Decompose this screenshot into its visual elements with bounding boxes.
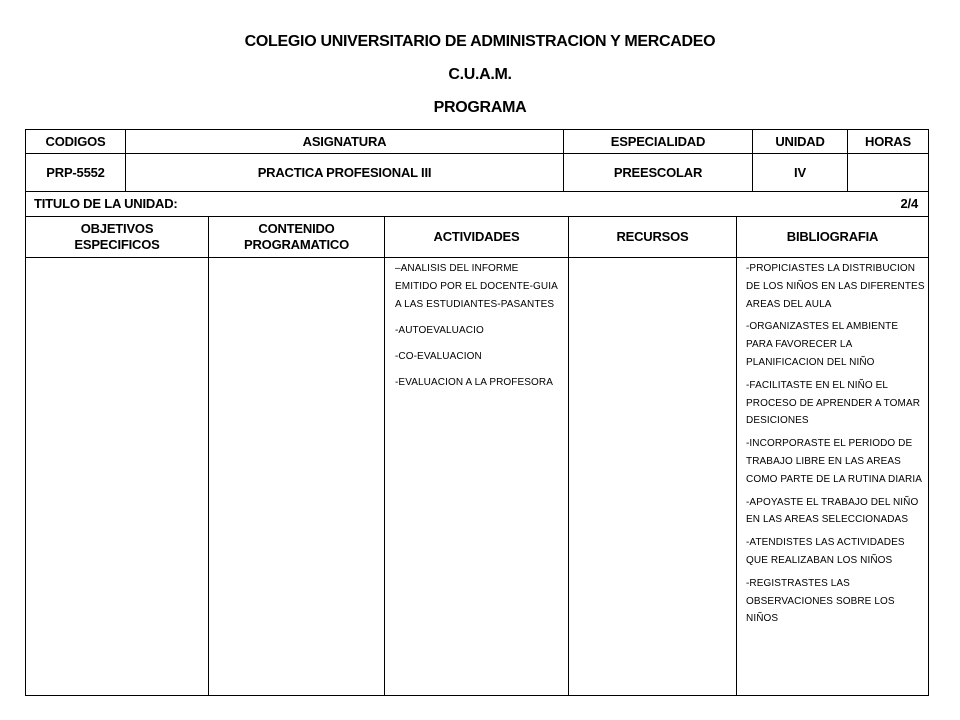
value-especialidad: PREESCOLAR — [613, 164, 703, 180]
institution-title: COLEGIO UNIVERSITARIO DE ADMINISTRACION Y MERCADEO — [244, 33, 716, 50]
value-codigo: PRP-5552 — [46, 164, 105, 180]
list-item: -APOYASTE EL TRABAJO DEL NIÑO EN LAS AREAS SELECCIONADAS — [746, 496, 919, 526]
column-actividades: ACTIVIDADES — [433, 229, 520, 244]
value-unidad: IV — [794, 164, 806, 180]
list-item: -ORGANIZASTES EL AMBIENTE PARA FAVORECER LA PLANIFICACION DEL NIÑO — [746, 321, 899, 368]
column-contenido: CONTENIDO PROGRAMATICO — [244, 221, 349, 252]
header-asignatura: ASIGNATURA — [302, 133, 387, 149]
list-item: -EVALUACION A LA PROFESORA — [395, 377, 554, 388]
table-divider — [384, 216, 385, 696]
document-type-title: PROGRAMA — [433, 99, 527, 116]
list-item: -AUTOEVALUACIO — [395, 325, 484, 336]
list-item: -PROPICIASTES LA DISTRIBUCION DE LOS NIÑOS EN LAS DIFERENTES AREAS DEL AULA — [746, 263, 925, 310]
actividades-list — [395, 260, 563, 400]
list-item: –ANALISIS DEL INFORME EMITIDO POR EL DOCENTE-GUIA A LAS ESTUDIANTES-PASANTES — [395, 263, 558, 310]
table-divider — [25, 257, 929, 258]
value-asignatura: PRACTICA PROFESIONAL III — [257, 164, 432, 180]
page-number: 2/4 — [900, 196, 918, 211]
column-bibliografia: BIBLIOGRAFIA — [786, 229, 879, 244]
list-item: -FACILITASTE EN EL NIÑO EL PROCESO DE APRENDER A TOMAR DESICIONES — [746, 379, 921, 427]
list-item: -REGISTRASTES LAS OBSERVACIONES SOBRE LOS NIÑOS — [746, 577, 895, 625]
list-item: -CO-EVALUACION — [395, 351, 482, 362]
column-recursos: RECURSOS — [616, 229, 689, 244]
header-especialidad: ESPECIALIDAD — [610, 133, 706, 149]
header-unidad: UNIDAD — [775, 133, 825, 149]
table-divider — [568, 216, 569, 696]
bibliografia-list — [746, 260, 926, 633]
table-divider — [736, 216, 737, 696]
table-divider — [208, 216, 209, 696]
list-item: -ATENDISTES LAS ACTIVIDADES QUE REALIZABAN LOS NIÑOS — [746, 537, 905, 566]
column-objetivos: OBJETIVOS ESPECIFICOS — [74, 221, 160, 252]
header-codigos: CODIGOS — [45, 133, 106, 149]
value-horas — [848, 154, 928, 191]
institution-acronym: C.U.A.M. — [448, 66, 512, 83]
list-item: -INCORPORASTE EL PERIODO DE TRABAJO LIBRE EN LAS AREAS COMO PARTE DE LA RUTINA DIARIA — [746, 438, 922, 485]
header-horas: HORAS — [865, 133, 911, 149]
unit-title-label: TITULO DE LA UNIDAD: — [34, 196, 178, 211]
